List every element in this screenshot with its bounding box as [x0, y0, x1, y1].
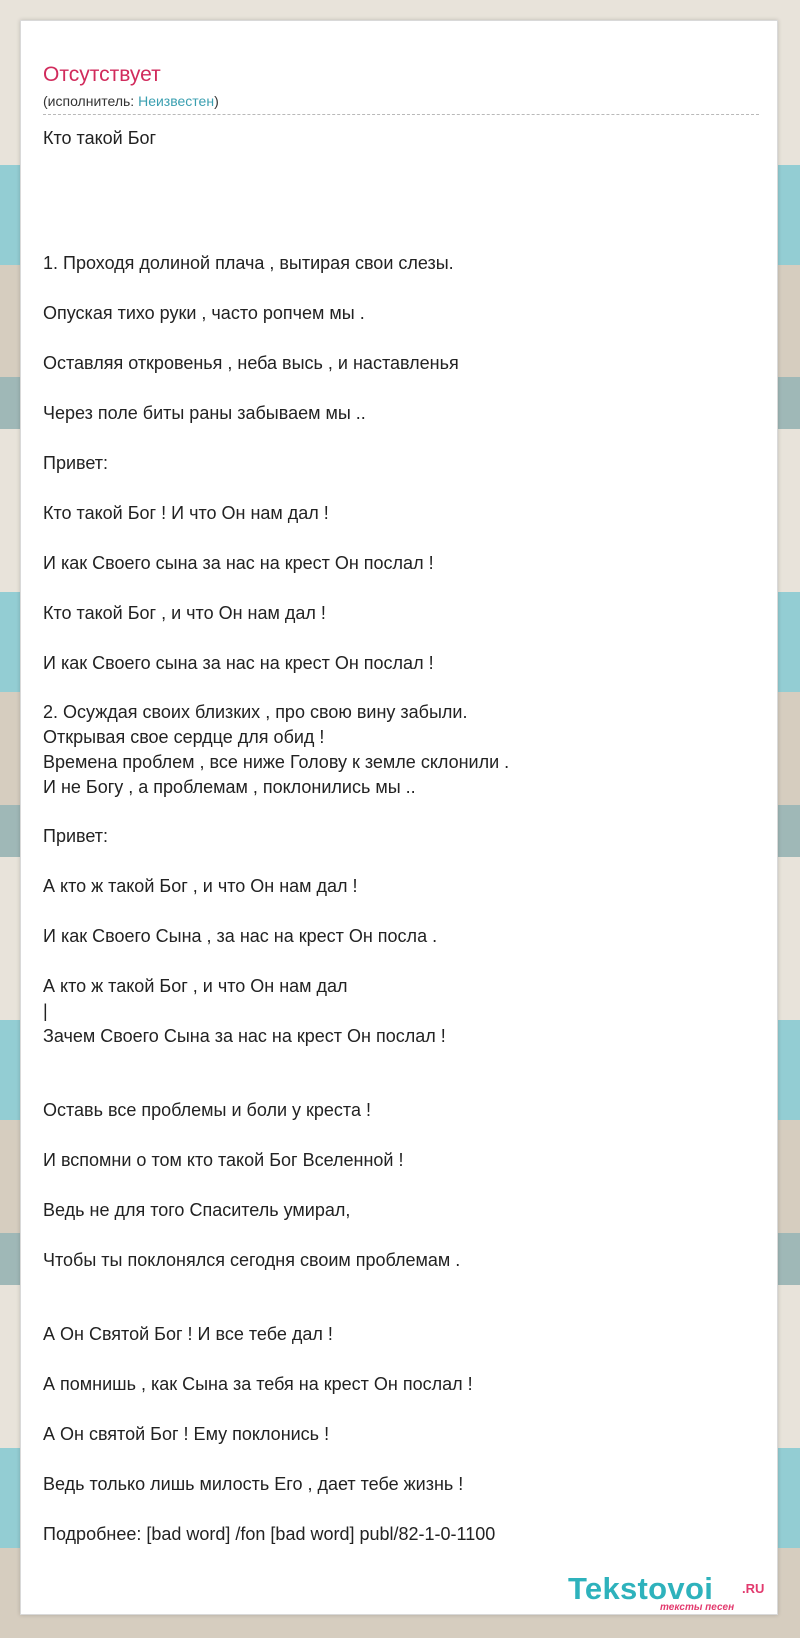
lyrics-line: И как Своего сына за нас на крест Он послал !	[43, 653, 434, 673]
lyrics-line: Привет:	[43, 826, 109, 846]
lyrics-line: А кто ж такой Бог , и что Он нам дал	[43, 976, 348, 996]
lyrics-line: Кто такой Бог	[43, 128, 157, 148]
lyrics-line: Зачем Своего Сына за нас на крест Он послал !	[43, 1026, 446, 1046]
lyrics-line: Открывая свое сердце для обид !	[43, 727, 325, 747]
artist-prefix: (исполнитель:	[43, 93, 139, 109]
lyrics-line: А Он Святой Бог ! И все тебе дал !	[43, 1324, 333, 1344]
song-title: Отсутствует	[43, 63, 161, 86]
lyrics-card	[20, 20, 778, 1615]
lyrics-line: Чтобы ты поклонялся сегодня своим проблемам .	[43, 1250, 461, 1270]
logo-tld: .RU	[742, 1581, 765, 1596]
logo-name: Tekstovoi	[568, 1571, 714, 1606]
lyrics-line: |	[43, 1001, 48, 1021]
lyrics-line: А Он святой Бог ! Ему поклонись !	[43, 1424, 330, 1444]
lyrics-line: Кто такой Бог ! И что Он нам дал !	[43, 503, 329, 523]
lyrics-line: Кто такой Бог , и что Он нам дал !	[43, 603, 326, 623]
tekstovoi-logo[interactable]	[568, 1572, 778, 1618]
lyrics-line: И как Своего Сына , за нас на крест Он посла .	[43, 926, 438, 946]
lyrics-line: Ведь только лишь милость Его , дает тебе жизнь !	[43, 1474, 464, 1494]
lyrics-line: Времена проблем , все ниже Голову к земле склонили .	[43, 752, 510, 772]
lyrics-line: Привет:	[43, 453, 109, 473]
artist-suffix: )	[214, 93, 219, 109]
logo-tagline: тексты песен	[660, 1602, 735, 1613]
lyrics-line: Подробнее: [bad word] /fon [bad word] publ/82-1-0-1100	[43, 1524, 496, 1544]
lyrics-line: Опуская тихо руки , часто ропчем мы .	[43, 303, 365, 323]
lyrics-line: А кто ж такой Бог , и что Он нам дал !	[43, 876, 358, 896]
lyrics-line: Оставь все проблемы и боли у креста !	[43, 1100, 371, 1120]
lyrics-line: Оставляя откровенья , неба высь , и наставленья	[43, 353, 459, 373]
lyrics-line: Ведь не для того Спаситель умирал,	[43, 1200, 351, 1220]
lyrics-line: 2. Осуждая своих близких , про свою вину забыли.	[43, 702, 468, 722]
lyrics-line: А помнишь , как Сына за тебя на крест Он послал !	[43, 1374, 473, 1394]
lyrics-line: 1. Проходя долиной плача , вытирая свои слезы.	[43, 253, 454, 273]
lyrics-line: Через поле биты раны забываем мы ..	[43, 403, 366, 423]
song-header	[43, 43, 759, 115]
artist-link[interactable]: Неизвестен	[138, 93, 215, 109]
artist-line	[43, 93, 219, 109]
lyrics-line: И вспомни о том кто такой Бог Вселенной !	[43, 1150, 404, 1170]
lyrics-line: И как Своего сына за нас на крест Он послал !	[43, 553, 434, 573]
lyrics-line: И не Богу , а проблемам , поклонились мы ..	[43, 777, 416, 797]
